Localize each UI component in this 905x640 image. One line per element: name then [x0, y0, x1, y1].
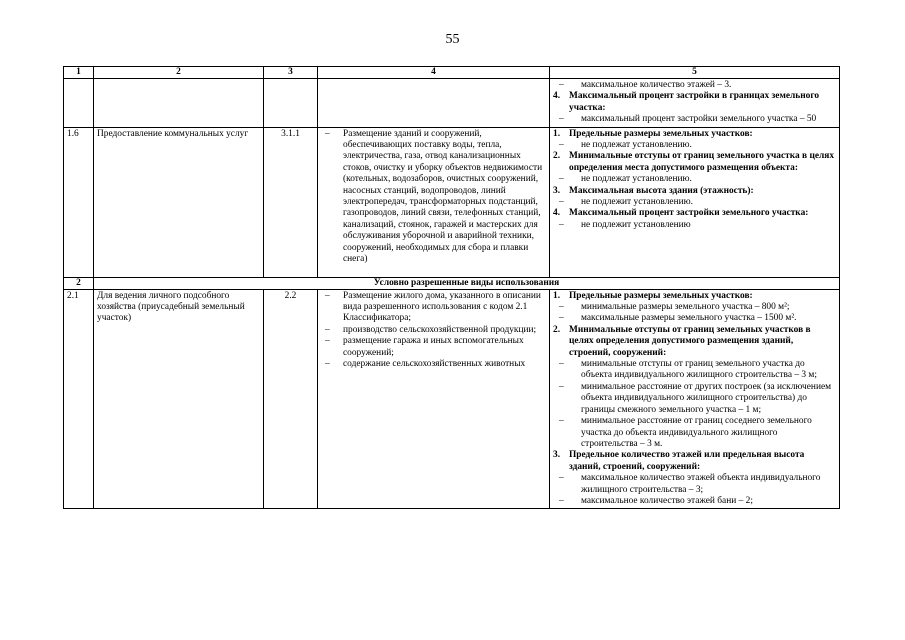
zoning-table	[63, 66, 840, 509]
page-number: 55	[445, 32, 460, 47]
item-number: 4.	[553, 208, 561, 219]
numbered-item	[553, 151, 836, 174]
row-number: 1.6	[64, 127, 94, 277]
item-number: 2.	[553, 151, 561, 162]
use-description	[318, 289, 550, 509]
use-name: Для ведения личного подсобного хозяйства (приусадебный земельный участок)	[94, 289, 264, 509]
params-cell	[550, 289, 840, 509]
empty-cell	[318, 79, 550, 128]
dash-item: – производство сельскохозяйственной продукции;	[321, 325, 546, 336]
table-row	[64, 127, 840, 277]
table-row	[64, 289, 840, 509]
numbered-item	[553, 208, 836, 219]
dash-item: – максимальные размеры земельного участка – 1500 м².	[553, 313, 836, 324]
dash-item: – размещение гаража и иных вспомогательных сооружений;	[321, 336, 546, 359]
item-number: 3.	[553, 450, 561, 461]
item-text: Минимальные отступы от границ земельного участка в целях определения места допустимого размещения объекта:	[569, 151, 835, 173]
item-number: 3.	[553, 185, 561, 196]
numbered-item	[553, 325, 836, 359]
dash-item: – Размещение жилого дома, указанного в описании вида разрешенного использования с кодом 2.1 Классификатора;	[321, 291, 546, 325]
dash-item: – не подлежит установлению.	[553, 197, 836, 208]
dash-item: – минимальное расстояние от других построек (за исключением объекта индивидуального жилищного строительства) до границы смежного земельного участка – 1 м;	[553, 382, 836, 416]
header-cell: 4	[318, 67, 550, 79]
header-cell: 1	[64, 67, 94, 79]
item-number: 4.	[553, 91, 561, 102]
dash-item: – не подлежат установлению.	[553, 174, 836, 185]
dash-item: – минимальное расстояние от границ соседнего земельного участка до объекта индивидуального жилищного строительства – 3 м.	[553, 416, 836, 450]
use-name: Предоставление коммунальных услуг	[94, 127, 264, 277]
dash-item: – Размещение зданий и сооружений, обеспечивающих поставку воды, тепла, электричества, газа, отвод канализационных стоков, очистку и уборку объектов недвижимости (котельных, водозаборов, очистных сооружений, насосных станций, водопроводов, линий электропередач, трансформаторных подстанций, газопроводов, линий связи, телефонных станций, канализаций, стоянок, гаражей и мастерских для обслуживания уборочной и аварийной техники, сооружений, необходимых для сбора и плавки снега)	[321, 129, 546, 266]
use-code: 2.2	[264, 289, 318, 509]
section-heading: Условно разрешенные виды использования	[94, 277, 840, 289]
numbered-item	[553, 91, 836, 114]
empty-cell	[264, 79, 318, 128]
dash-item: – максимальный процент застройки земельного участка – 50	[553, 114, 836, 125]
dash-item: – не подлежат установлению.	[553, 140, 836, 151]
header-cell: 5	[550, 67, 840, 79]
empty-cell	[94, 79, 264, 128]
use-description	[318, 127, 550, 277]
numbered-item	[553, 291, 836, 302]
use-code: 3.1.1	[264, 127, 318, 277]
item-text: Минимальные отступы от границ земельных участков в целях определения допустимого размещения зданий, строений, сооружений:	[569, 324, 811, 358]
params-cell	[550, 79, 840, 128]
dash-item: – максимальное количество этажей бани – 2;	[553, 496, 836, 507]
params-cell	[550, 127, 840, 277]
dash-item: – не подлежит установлению	[553, 220, 836, 231]
item-number: 1.	[553, 128, 561, 139]
numbered-item	[553, 186, 836, 197]
dash-item: – минимальные размеры земельного участка – 800 м²;	[553, 302, 836, 313]
item-text: Максимальная высота здания (этажность):	[569, 185, 754, 196]
header-cell: 2	[94, 67, 264, 79]
table-row	[64, 79, 840, 128]
dash-item: – максимальное количество этажей – 3.	[553, 80, 836, 91]
empty-cell	[64, 79, 94, 128]
item-text: Предельные размеры земельных участков:	[569, 128, 753, 139]
item-text: Предельные размеры земельных участков:	[569, 290, 753, 301]
section-row	[64, 277, 840, 289]
row-number: 2.1	[64, 289, 94, 509]
item-number: 1.	[553, 290, 561, 301]
item-number: 2.	[553, 324, 561, 335]
dash-item: – максимальное количество этажей объекта индивидуального жилищного строительства – 3;	[553, 473, 836, 496]
item-text: Предельное количество этажей или предельная высота зданий, строений, сооружений:	[569, 450, 805, 472]
header-row	[64, 67, 840, 79]
dash-item: – минимальные отступы от границ земельного участка до объекта индивидуального жилищного строительства – 3 м;	[553, 359, 836, 382]
header-cell: 3	[264, 67, 318, 79]
item-text: Максимальный процент застройки в границах земельного участка:	[569, 91, 820, 113]
numbered-item	[553, 450, 836, 473]
section-number: 2	[64, 277, 94, 289]
numbered-item	[553, 129, 836, 140]
dash-item: – содержание сельскохозяйственных животных	[321, 359, 546, 370]
item-text: Максимальный процент застройки земельного участка:	[569, 208, 809, 219]
